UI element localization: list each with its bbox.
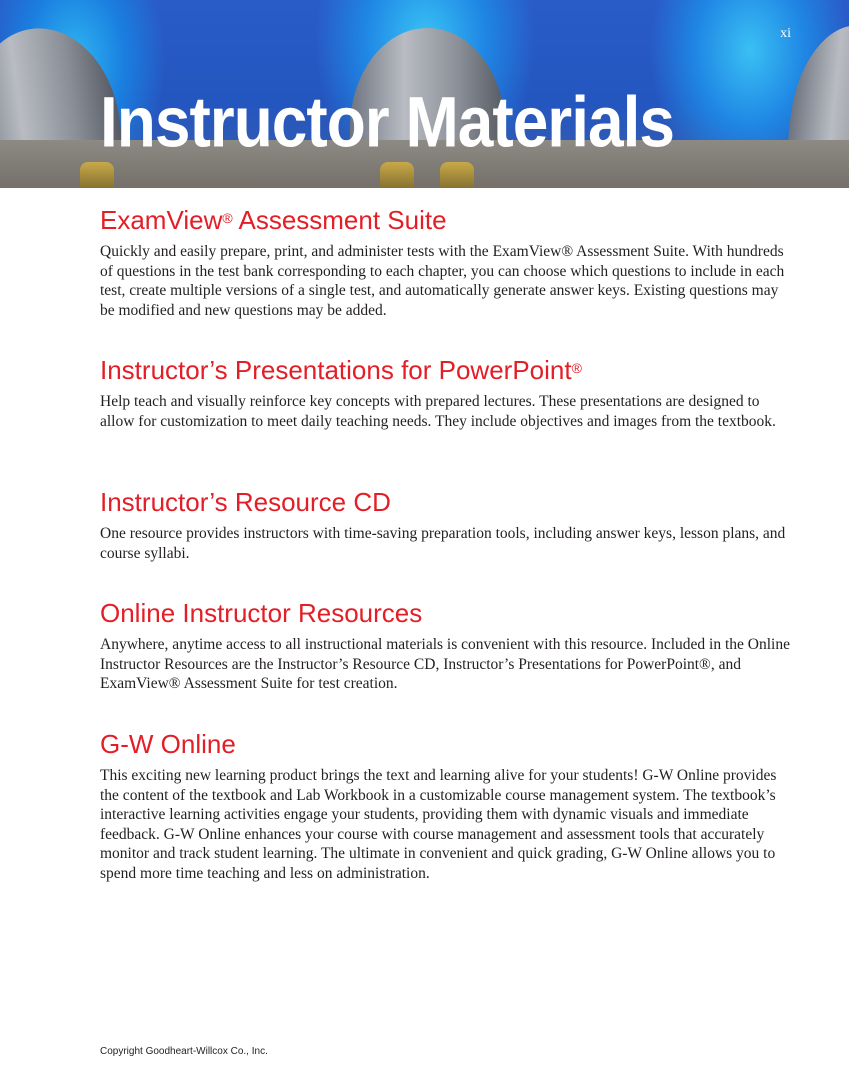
section-body: One resource provides instructors with time-saving preparation tools, including answer keys, lesson plans, and course syllabi. [100,525,786,562]
copyright-footer: Copyright Goodheart-Willcox Co., Inc. [100,1046,268,1057]
page-title: Instructor Materials [100,81,674,163]
section-powerpoint [100,354,790,431]
section-heading: Instructor’s Resource CD [100,487,391,517]
screw-icon [440,162,474,188]
header-banner-image [0,0,849,188]
screw-icon [380,162,414,188]
section-heading: Instructor’s Presentations for PowerPoint® [100,355,582,385]
section-heading: Online Instructor Resources [100,598,423,628]
screw-icon [80,162,114,188]
section-resource-cd [100,486,790,563]
section-heading: ExamView® Assessment Suite [100,205,447,235]
section-gw-online [100,728,790,883]
section-body: This exciting new learning product brings the text and learning alive for your students! G-W Online provides the content of the textbook and Lab Workbook in a customizable course management system. The textbook’s interactive learning activities engage your students, providing them with dynamic visuals and immediate feedback. G-W Online enhances your course with course management and assessment tools that accurately monitor and track student learning. The ultimate in convenient and quick grading, G-W Online allows you to spend more time teaching and less on administration. [100,767,777,882]
section-heading: G-W Online [100,729,236,759]
section-online-resources [100,597,790,694]
section-body: Help teach and visually reinforce key concepts with prepared lectures. These presentations are designed to allow for customization to meet daily teaching needs. They include objectives and images from the textbook. [100,393,776,430]
section-body: Anywhere, anytime access to all instructional materials is convenient with this resource. Included in the Online Instructor Resources are the Instructor’s Resource CD, Instructor’s Presentations for PowerPoint®, and ExamView® Assessment Suite for test creation. [100,636,790,692]
section-body: Quickly and easily prepare, print, and administer tests with the ExamView® Assessment Suite. With hundreds of questions in the test bank corresponding to each chapter, you can choose which questions to include in each test, create multiple versions of a single test, and automatically generate answer keys. Existing questions may be modified and new questions may be added. [100,243,785,319]
page-number: xi [780,26,791,41]
section-examview [100,204,790,320]
